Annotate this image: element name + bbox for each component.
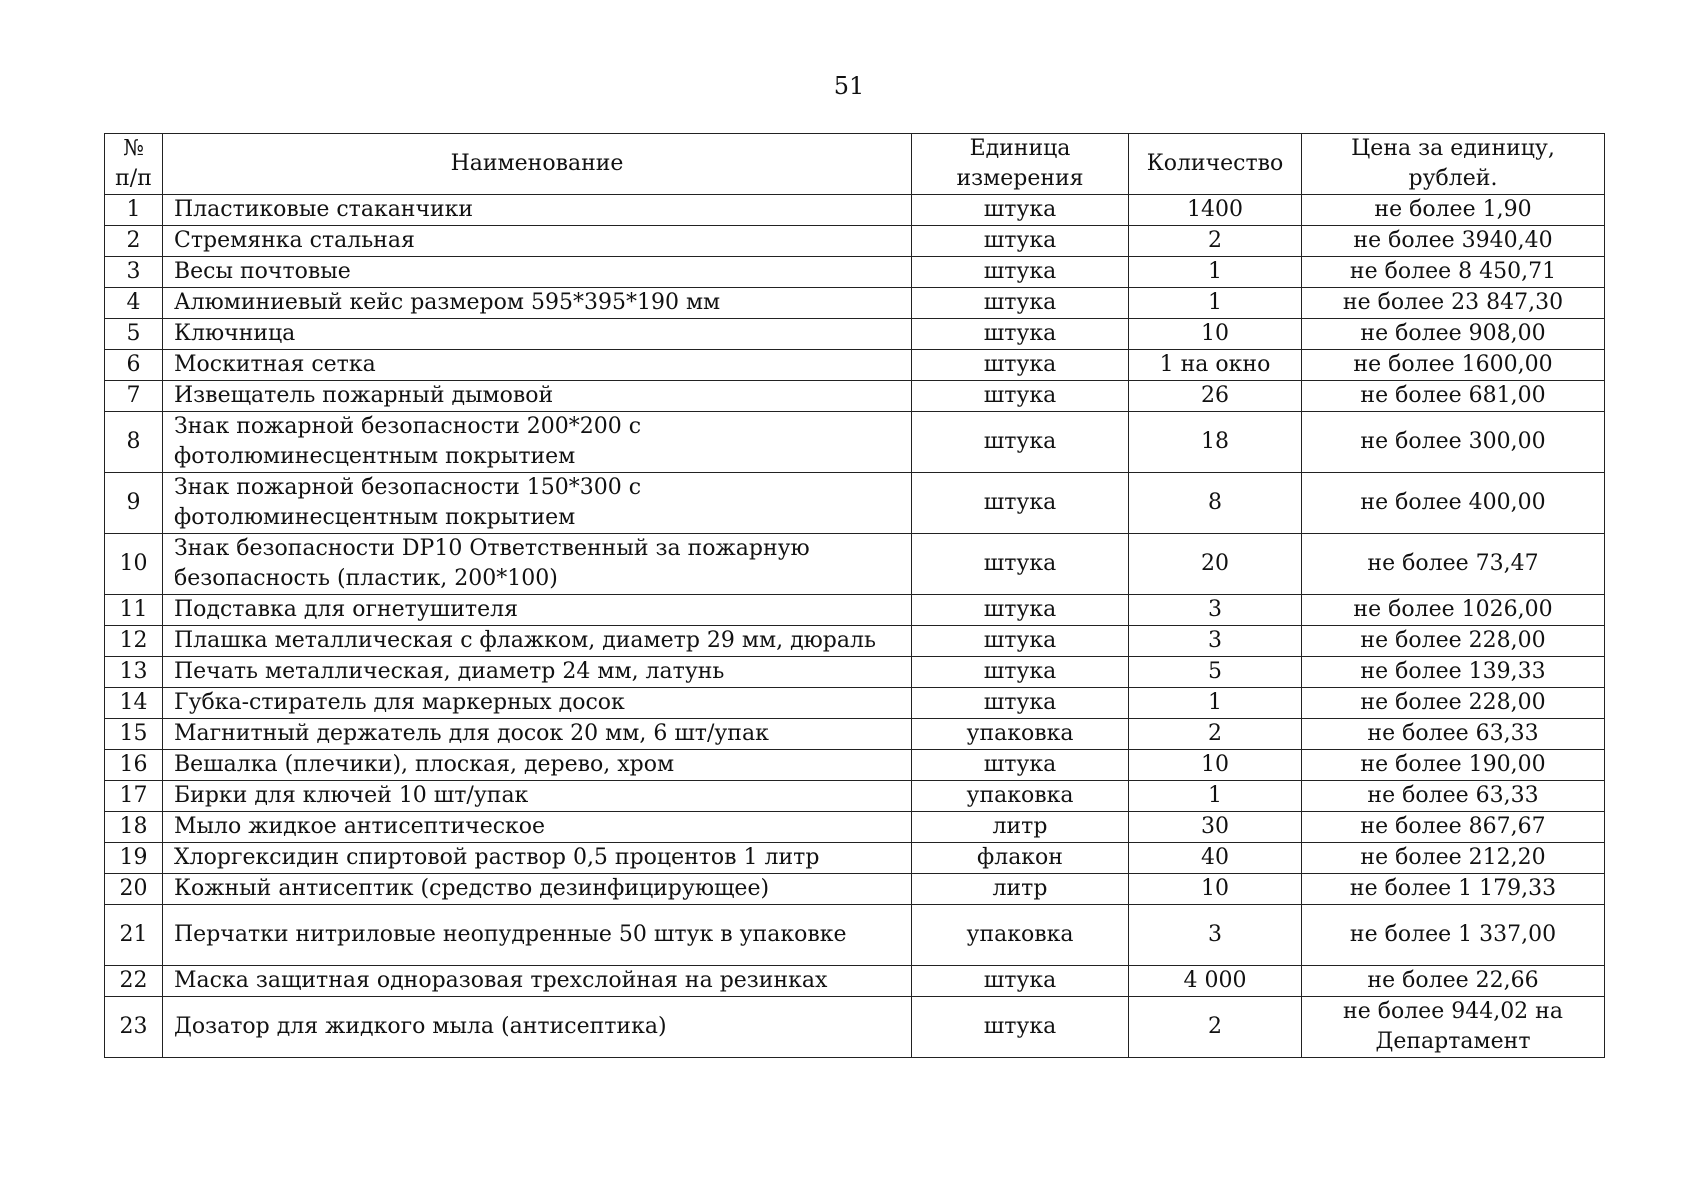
cell-qty: 4 000 (1129, 966, 1302, 997)
cell-name: Печать металлическая, диаметр 24 мм, латунь (163, 657, 912, 688)
header-qty: Количество (1129, 134, 1302, 195)
table-row (105, 319, 1605, 350)
table-row (105, 905, 1605, 966)
table-row (105, 381, 1605, 412)
cell-qty: 8 (1129, 473, 1302, 534)
cell-name: Вешалка (плечики), плоская, дерево, хром (163, 750, 912, 781)
table-row (105, 657, 1605, 688)
table-row (105, 595, 1605, 626)
cell-unit: штука (912, 657, 1129, 688)
cell-num: 1 (105, 195, 163, 226)
table-row (105, 997, 1605, 1058)
cell-num: 14 (105, 688, 163, 719)
cell-qty: 40 (1129, 843, 1302, 874)
items-table (104, 133, 1605, 1058)
cell-qty: 30 (1129, 812, 1302, 843)
header-price: Цена за единицу, рублей. (1302, 134, 1605, 195)
cell-price: не более 908,00 (1302, 319, 1605, 350)
cell-name: Хлоргексидин спиртовой раствор 0,5 процентов 1 литр (163, 843, 912, 874)
table-row (105, 534, 1605, 595)
cell-num: 17 (105, 781, 163, 812)
cell-price: не более 190,00 (1302, 750, 1605, 781)
cell-name: Мыло жидкое антисептическое (163, 812, 912, 843)
cell-name: Маска защитная одноразовая трехслойная на резинках (163, 966, 912, 997)
cell-qty: 20 (1129, 534, 1302, 595)
cell-price: не более 1 179,33 (1302, 874, 1605, 905)
cell-qty: 1400 (1129, 195, 1302, 226)
cell-price: не более 1026,00 (1302, 595, 1605, 626)
cell-name: Знак безопасности DP10 Ответственный за пожарную безопасность (пластик, 200*100) (163, 534, 912, 595)
header-unit: Единица измерения (912, 134, 1129, 195)
cell-unit: штука (912, 381, 1129, 412)
cell-name: Магнитный держатель для досок 20 мм, 6 шт/упак (163, 719, 912, 750)
cell-price: не более 300,00 (1302, 412, 1605, 473)
table-row (105, 257, 1605, 288)
cell-qty: 1 (1129, 688, 1302, 719)
table-row (105, 750, 1605, 781)
table-row (105, 812, 1605, 843)
cell-num: 21 (105, 905, 163, 966)
cell-num: 23 (105, 997, 163, 1058)
cell-name: Кожный антисептик (средство дезинфицирующее) (163, 874, 912, 905)
cell-unit: упаковка (912, 719, 1129, 750)
cell-num: 3 (105, 257, 163, 288)
cell-unit: штука (912, 473, 1129, 534)
cell-name: Знак пожарной безопасности 150*300 с фотолюминесцентным покрытием (163, 473, 912, 534)
cell-num: 9 (105, 473, 163, 534)
table-row (105, 781, 1605, 812)
table-row (105, 966, 1605, 997)
cell-unit: штука (912, 997, 1129, 1058)
cell-unit: штука (912, 595, 1129, 626)
table-row (105, 843, 1605, 874)
cell-name: Губка-стиратель для маркерных досок (163, 688, 912, 719)
cell-price: не более 944,02 на Департамент (1302, 997, 1605, 1058)
cell-qty: 2 (1129, 997, 1302, 1058)
cell-qty: 1 (1129, 288, 1302, 319)
cell-price: не более 228,00 (1302, 688, 1605, 719)
cell-qty: 5 (1129, 657, 1302, 688)
table-row (105, 626, 1605, 657)
cell-num: 16 (105, 750, 163, 781)
cell-name: Алюминиевый кейс размером 595*395*190 мм (163, 288, 912, 319)
cell-num: 6 (105, 350, 163, 381)
cell-num: 8 (105, 412, 163, 473)
cell-num: 19 (105, 843, 163, 874)
cell-unit: литр (912, 874, 1129, 905)
cell-num: 20 (105, 874, 163, 905)
table-body (105, 195, 1605, 1058)
cell-price: не более 63,33 (1302, 719, 1605, 750)
cell-qty: 2 (1129, 719, 1302, 750)
cell-num: 18 (105, 812, 163, 843)
cell-qty: 1 (1129, 781, 1302, 812)
table-row (105, 288, 1605, 319)
cell-qty: 10 (1129, 750, 1302, 781)
cell-price: не более 1 337,00 (1302, 905, 1605, 966)
cell-price: не более 228,00 (1302, 626, 1605, 657)
cell-name: Перчатки нитриловые неопудренные 50 штук в упаковке (163, 905, 912, 966)
cell-price: не более 1,90 (1302, 195, 1605, 226)
cell-price: не более 681,00 (1302, 381, 1605, 412)
cell-unit: штука (912, 226, 1129, 257)
cell-num: 22 (105, 966, 163, 997)
cell-num: 4 (105, 288, 163, 319)
table-header-row (105, 134, 1605, 195)
cell-qty: 2 (1129, 226, 1302, 257)
cell-name: Дозатор для жидкого мыла (антисептика) (163, 997, 912, 1058)
cell-num: 12 (105, 626, 163, 657)
cell-name: Извещатель пожарный дымовой (163, 381, 912, 412)
cell-unit: штука (912, 966, 1129, 997)
header-num: № п/п (105, 134, 163, 195)
cell-price: не более 22,66 (1302, 966, 1605, 997)
cell-unit: штука (912, 350, 1129, 381)
cell-name: Стремянка стальная (163, 226, 912, 257)
cell-num: 13 (105, 657, 163, 688)
cell-unit: штука (912, 750, 1129, 781)
table-row (105, 195, 1605, 226)
cell-unit: штука (912, 257, 1129, 288)
cell-price: не более 63,33 (1302, 781, 1605, 812)
table-row (105, 226, 1605, 257)
page-number: 51 (833, 72, 865, 100)
cell-num: 15 (105, 719, 163, 750)
cell-unit: штука (912, 288, 1129, 319)
cell-price: не более 212,20 (1302, 843, 1605, 874)
cell-name: Плашка металлическая с флажком, диаметр 29 мм, дюраль (163, 626, 912, 657)
cell-num: 5 (105, 319, 163, 350)
table-row (105, 350, 1605, 381)
cell-unit: литр (912, 812, 1129, 843)
cell-qty: 1 на окно (1129, 350, 1302, 381)
cell-price: не более 1600,00 (1302, 350, 1605, 381)
cell-num: 2 (105, 226, 163, 257)
cell-qty: 3 (1129, 626, 1302, 657)
cell-name: Подставка для огнетушителя (163, 595, 912, 626)
table-row (105, 719, 1605, 750)
cell-qty: 18 (1129, 412, 1302, 473)
cell-unit: упаковка (912, 781, 1129, 812)
cell-qty: 26 (1129, 381, 1302, 412)
table-row (105, 473, 1605, 534)
cell-name: Пластиковые стаканчики (163, 195, 912, 226)
cell-qty: 1 (1129, 257, 1302, 288)
cell-price: не более 400,00 (1302, 473, 1605, 534)
cell-unit: штука (912, 319, 1129, 350)
cell-unit: штука (912, 626, 1129, 657)
cell-qty: 3 (1129, 595, 1302, 626)
cell-name: Москитная сетка (163, 350, 912, 381)
cell-unit: штука (912, 688, 1129, 719)
cell-num: 10 (105, 534, 163, 595)
cell-name: Весы почтовые (163, 257, 912, 288)
table-row (105, 688, 1605, 719)
table-row (105, 874, 1605, 905)
cell-price: не более 3940,40 (1302, 226, 1605, 257)
cell-qty: 10 (1129, 874, 1302, 905)
cell-qty: 10 (1129, 319, 1302, 350)
cell-qty: 3 (1129, 905, 1302, 966)
cell-price: не более 73,47 (1302, 534, 1605, 595)
cell-name: Ключница (163, 319, 912, 350)
cell-price: не более 867,67 (1302, 812, 1605, 843)
cell-name: Бирки для ключей 10 шт/упак (163, 781, 912, 812)
cell-num: 7 (105, 381, 163, 412)
cell-num: 11 (105, 595, 163, 626)
cell-price: не более 8 450,71 (1302, 257, 1605, 288)
cell-unit: штука (912, 534, 1129, 595)
cell-unit: штука (912, 412, 1129, 473)
cell-name: Знак пожарной безопасности 200*200 с фотолюминесцентным покрытием (163, 412, 912, 473)
cell-unit: штука (912, 195, 1129, 226)
cell-unit: флакон (912, 843, 1129, 874)
header-name: Наименование (163, 134, 912, 195)
cell-unit: упаковка (912, 905, 1129, 966)
cell-price: не более 23 847,30 (1302, 288, 1605, 319)
cell-price: не более 139,33 (1302, 657, 1605, 688)
table-row (105, 412, 1605, 473)
